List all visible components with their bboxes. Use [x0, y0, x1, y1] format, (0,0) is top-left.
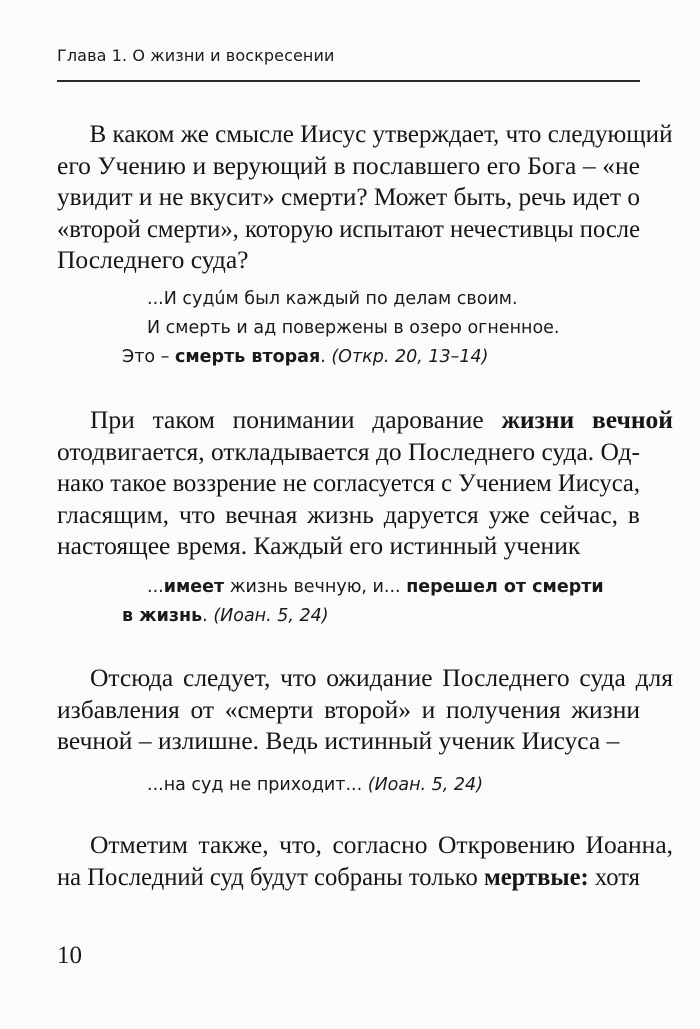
paragraph-line: его Учению и верующий в пославшего его Бога – «не	[57, 150, 640, 180]
paragraph-1	[57, 118, 673, 276]
scripture-quote-2	[147, 573, 604, 602]
paragraph-line: избавления от «смерти второй» и получения жизни	[57, 694, 641, 724]
quote-line: в жизнь. (Иоан. 5, 24)	[122, 606, 329, 626]
scripture-quote-1-line-3	[122, 343, 488, 372]
paragraph-line: отодвигается, откладывается до Последнего суда. Од-	[57, 436, 640, 466]
paragraph-line: Последнего суда?	[57, 245, 249, 274]
header-rule	[57, 80, 640, 82]
scripture-reference: (Иоан. 5, 24)	[213, 606, 329, 626]
paragraph-line: на Последний суд будут собраны только мертвые: хотя	[57, 861, 640, 891]
page-number: 10	[57, 942, 82, 969]
quote-line: ...на суд не приходит... (Иоан. 5, 24)	[147, 775, 484, 795]
scripture-quote-1	[147, 285, 518, 314]
quote-line: И смерть и ад повержены в озеро огненное.	[147, 318, 560, 338]
scripture-quote-3	[147, 771, 483, 800]
paragraph-line: нако такое воззрение не согласуется с Учением Иисуса,	[57, 468, 641, 497]
scripture-quote-1-line-2	[147, 314, 560, 343]
paragraph-line: гласящим, что вечная жизнь даруется уже сейчас, в	[57, 499, 640, 529]
scripture-reference: (Иоан. 5, 24)	[367, 775, 484, 795]
bold-phrase: имеет	[163, 577, 225, 597]
scripture-reference: (Откр. 20, 13–14)	[331, 347, 489, 367]
paragraph-line: вечной – излишне. Ведь истинный ученик Иисуса –	[57, 726, 620, 755]
paragraph-2	[57, 404, 673, 562]
scripture-quote-2-line-2	[122, 602, 329, 631]
paragraph-line: увидит и не вкусит» смерти? Может быть, речь идет о	[57, 182, 640, 211]
running-header: Глава 1. О жизни и воскресении	[57, 46, 335, 65]
bold-phrase: жизни вечной	[501, 405, 673, 434]
paragraph-3	[57, 662, 674, 757]
paragraph-line: Отметим также, что, согласно Откровению Иоанна,	[90, 830, 674, 859]
quote-line: ...И судúм был каждый по делам своим.	[147, 289, 518, 309]
paragraph-line: «второй смерти», которую испытают нечестивцы после	[57, 213, 641, 243]
paragraph-line: При таком понимании дарование жизни вечной	[90, 405, 673, 434]
paragraph-4	[57, 829, 674, 892]
bold-phrase: в жизнь	[122, 606, 203, 626]
paragraph-line: настоящее время. Каждый его истинный ученик	[57, 531, 581, 560]
bold-phrase: мертвые:	[483, 861, 589, 891]
paragraph-line: В каком же смысле Иисус утверждает, что следующий	[89, 119, 673, 148]
quote-line: Это – смерть вторая. (Откр. 20, 13–14)	[122, 347, 489, 367]
quote-line: ...имеет жизнь вечную, и... перешел от смерти	[147, 577, 604, 597]
bold-phrase: смерть вторая	[175, 347, 321, 367]
paragraph-line: Отсюда следует, что ожидание Последнего суда для	[90, 663, 674, 692]
bold-phrase: перешел от смерти	[406, 577, 604, 597]
